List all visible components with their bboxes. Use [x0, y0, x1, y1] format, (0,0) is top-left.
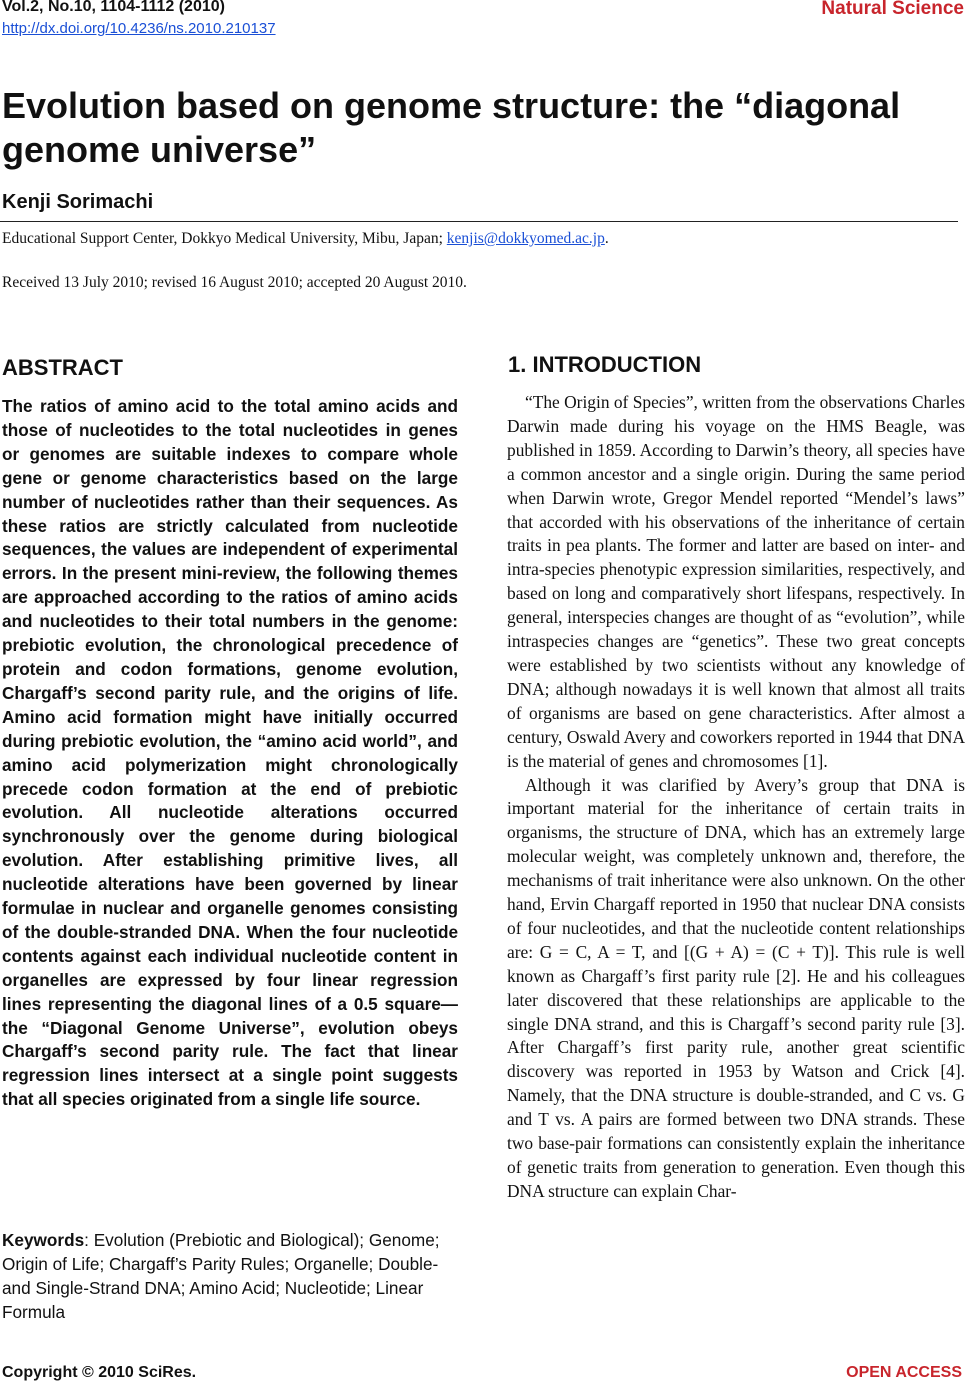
affiliation-text: Educational Support Center, Dokkyo Medical University, Mibu, Japan; [2, 230, 447, 247]
intro-paragraph: Although it was clarified by Avery’s group that DNA is important material for the inheritance of certain traits in organisms, the structure of DNA, which has an extremely large molecular weight, was completely unknown and, therefore, the mechanisms of trait inheritance were also unknown. On the other hand, Ervin Chargaff reported in 1950 that nuclear DNA consists of four nucleotides, and that the nucleotide content relationships are: G = C, A = T, and [(G + A) = (C + T)]. This rule is well known as Chargaff’s first parity rule [2]. He and his colleagues later discovered that these relationships are applicable to the single DNA strand, and this is Chargaff’s second parity rule [3]. After Chargaff’s first parity rule, another great scientific discovery was reported in 1953 by Watson and Crick [4]. Namely, that the DNA structure is double-stranded, and C vs. G and T vs. A pairs are formed between two DNA strands. These two base-pair formations can consistently explain the inheritance of genetic traits from generation to generation. Even though this DNA structure can explain Char- [507, 774, 965, 1201]
open-access-label: OPEN ACCESS [846, 1364, 962, 1381]
abstract-text: The ratios of amino acid to the total amino acids and those of nucleotides to the total nucleotides in genes or genomes are suitable indexes to compare whole gene or genome characteristics based on the large number of nucleotides rather than their sequences. As these ratios are strictly calculated from nucleotide sequences, the values are independent of experimental errors. In the present mini-review, the following themes are approached according to the ratios of amino acids and nucleotides to their total numbers in the genome: prebiotic evolution, the chronological precedence of protein and codon formations, genome evolution, Chargaff’s second parity rule, and the origins of life. Amino acid formation might have initially occurred during prebiotic evolution, the “amino acid world”, and amino acid polymerization might chronologically precede codon formation at the end of prebiotic evolution. All nucleotide alterations occurred synchronously over the genome during biological evolution. After establishing primitive lives, all nucleotide alterations have been governed by linear formulae in nuclear and organelle genomes consisting of the double-stranded DNA. When the four nucleotide contents against each individual nucleotide content in organelles are expressed by four linear regression lines representing the diagonal lines of a 0.5 square—the “Diagonal Genome Universe”, evolution obeys Chargaff’s second parity rule. The fact that linear regression lines intersect at a single point suggests that all species originated from a single life source. [2, 396, 458, 1110]
keywords [2, 1228, 458, 1324]
affiliation [2, 230, 609, 248]
journal-name: Natural Science [821, 0, 964, 19]
title-divider [0, 221, 958, 222]
author-email-link[interactable]: kenjis@dokkyomed.ac.jp [446, 230, 605, 247]
author-name: Kenji Sorimachi [2, 191, 154, 213]
affiliation-end: . [604, 230, 609, 247]
paper-title: Evolution based on genome structure: the “diagonal genome universe” [2, 85, 901, 170]
introduction-heading: 1. INTRODUCTION [508, 352, 702, 377]
doi-link[interactable]: http://dx.doi.org/10.4236/ns.2010.210137 [2, 20, 276, 37]
copyright-notice: Copyright © 2010 SciRes. [2, 1364, 197, 1381]
introduction-body [507, 391, 965, 1204]
received-dates: Received 13 July 2010; revised 16 August 2010; accepted 20 August 2010. [2, 274, 467, 291]
keywords-label: Keywords [2, 1230, 85, 1250]
intro-paragraph: “The Origin of Species”, written from the observations Charles Darwin made during his voyage on the HMS Beagle, was published in 1859. According to Darwin’s theory, all species have a common ancestor and a single origin. During the same period when Darwin wrote, Gregor Mendel reported “Mendel’s laws” that accorded with his observations of the inheritance of certain traits in pea plants. The former and latter are based on inter- and intra-species phenotypic expression similarities, respectively, and based on long and comparatively short lifespans, respectively. In general, interspecies changes are thought of as “evolution”, while intraspecies changes are “genetics”. These two great concepts were established by two scientists without any knowledge of DNA; although nowadays it is well known that almost all traits of organisms are based on gene characteristics. After almost a century, Oswald Avery and coworkers reported in 1944 that DNA is the material of genes and chromosomes [1]. [507, 392, 965, 771]
journal-citation: Vol.2, No.10, 1104-1112 (2010) [2, 0, 225, 15]
abstract-heading: ABSTRACT [2, 355, 123, 380]
keywords-list: : Evolution (Prebiotic and Biological); Genome; Origin of Life; Chargaff’s Parity Rules; Organelle; Double- and Single-Strand DNA; Amino Acid; Nucleotide; Linear Formula [2, 1230, 440, 1322]
